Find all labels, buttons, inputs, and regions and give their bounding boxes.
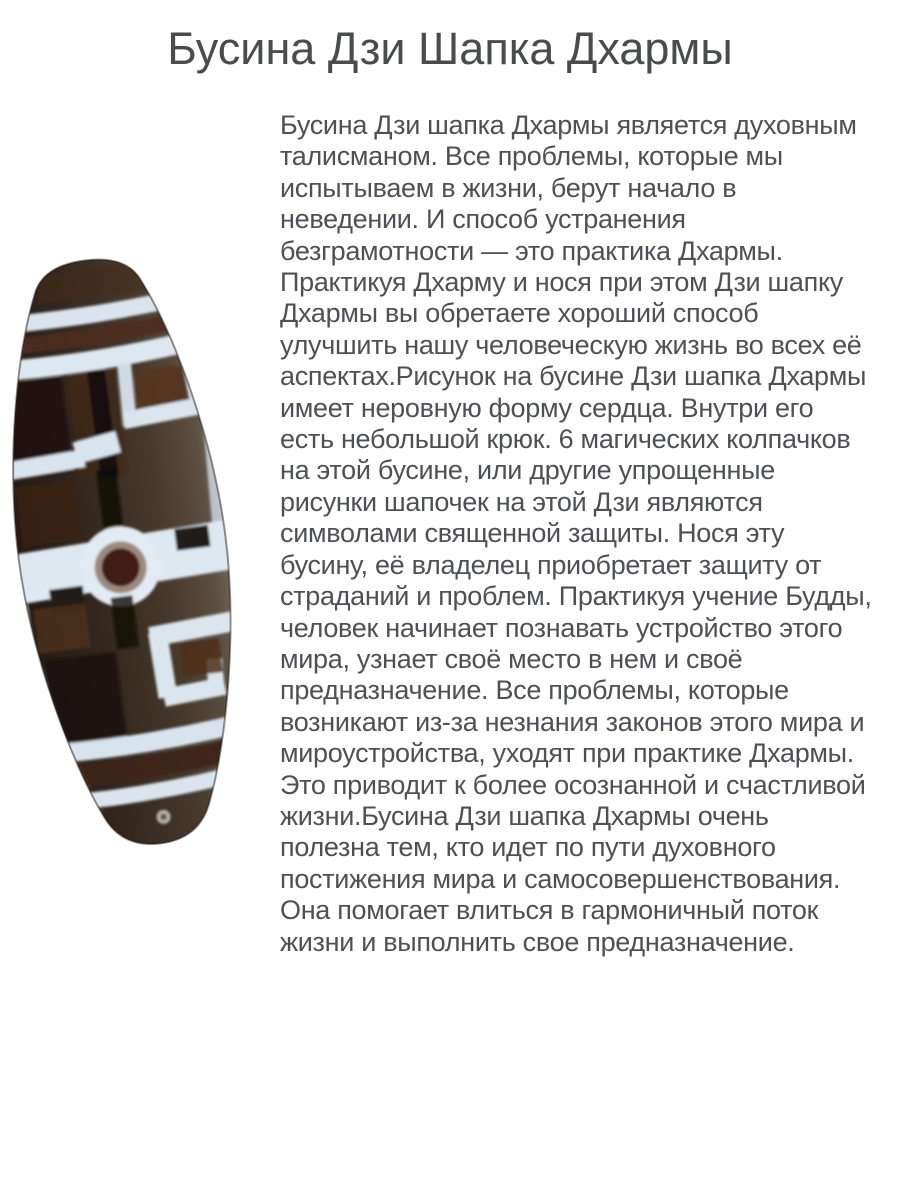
page-title: Бусина Дзи Шапка Дхармы: [167, 23, 733, 74]
dzi-bead-illustration: [0, 252, 245, 852]
product-description: Бусина Дзи шапка Дхармы является духовным талисманом. Все проблемы, которые мы испытываем в жизни, берут начало в неведении. И способ устранения безграмотности — это практика Дхармы. Практикуя Дхарму и нося при этом Дзи шапку Дхармы вы обретаете хороший способ улучшить нашу человеческую жизнь во всех её аспектах.Рисунок на бусине Дзи шапка Дхармы имеет неровную форму сердца. Внутри его есть небольшой крюк. 6 магических колпачков на этой бусине, или другие упрощенные рисунки шапочек на этой Дзи являются символами священной защиты. Нося эту бусину, её владелец приобретает защиту от страданий и проблем. Практикуя учение Будды, человек начинает познавать устройство этого мира, узнает своё место в нем и своё предназначение. Все проблемы, которые возникают из-за незнания законов этого мира и мироустройства, уходят при практике Дхармы. Это приводит к более осознанной и счастливой жизни.Бусина Дзи шапка Дхармы очень полезна тем, кто идет по пути духовного постижения мира и самосовершенствования. Она помогает влиться в гармоничный поток жизни и выполнить свое предназначение.: [280, 110, 872, 957]
dzi-bead-photo: [0, 252, 245, 852]
